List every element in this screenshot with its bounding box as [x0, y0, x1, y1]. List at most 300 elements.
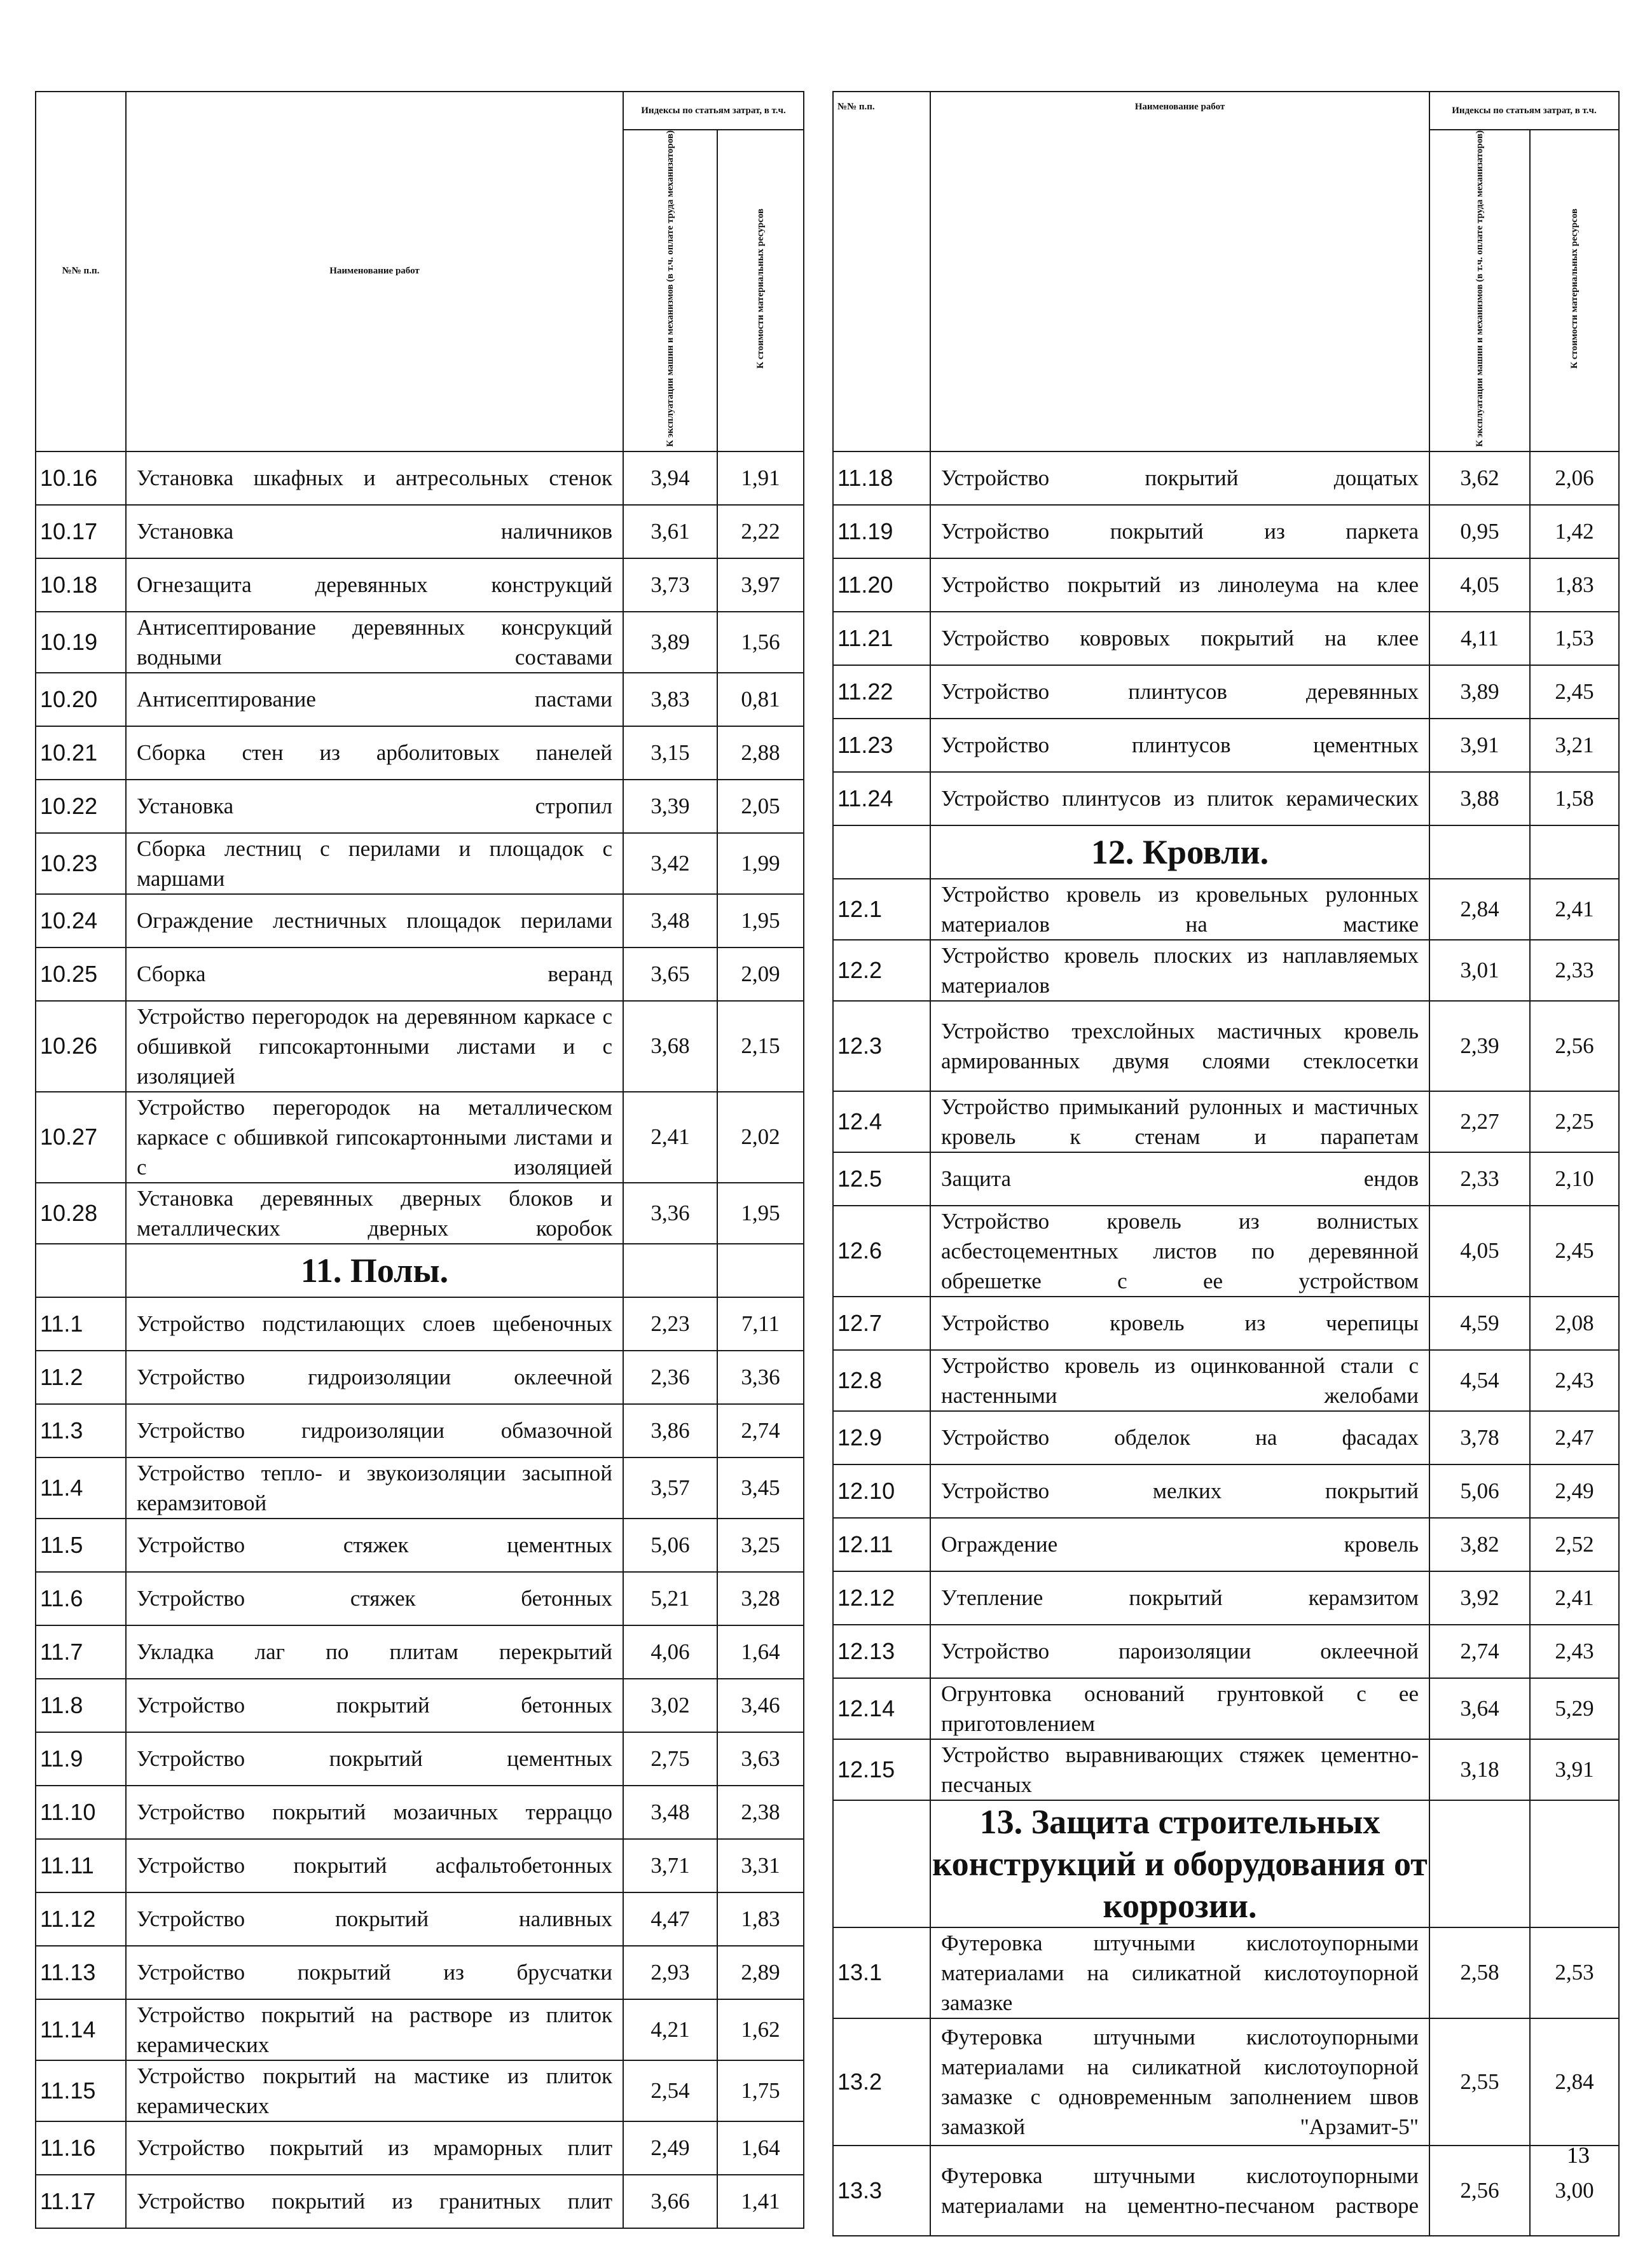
- work-name: Устройство покрытий бетонных: [126, 1679, 623, 1732]
- row-number: 11.3: [36, 1404, 126, 1457]
- table-row: [36, 1297, 804, 1351]
- row-number: 11.24: [833, 772, 930, 825]
- work-name: Устройство покрытий на растворе из плиток керамических: [126, 1999, 623, 2060]
- machines-index: 3,83: [623, 673, 717, 726]
- work-name: Защита ендов: [930, 1152, 1429, 1206]
- row-number: 10.24: [36, 894, 126, 947]
- machines-index: 3,61: [623, 505, 717, 558]
- work-name: Устройство мелких покрытий: [930, 1464, 1429, 1518]
- row-number: 10.25: [36, 947, 126, 1001]
- table-row: [833, 879, 1619, 940]
- materials-index: 3,28: [717, 1572, 804, 1625]
- row-number: 11.6: [36, 1572, 126, 1625]
- table-row: [833, 772, 1619, 825]
- table-row: [36, 1001, 804, 1092]
- materials-index: 3,63: [717, 1732, 804, 1786]
- work-name: Устройство кровель из кровельных рулонных материалов на мастике: [930, 879, 1429, 940]
- materials-index: 2,43: [1530, 1625, 1619, 1678]
- materials-index: 2,08: [1530, 1297, 1619, 1350]
- machines-index: 3,78: [1429, 1411, 1530, 1464]
- table-row: [36, 1732, 804, 1786]
- table-row: [36, 1183, 804, 1244]
- table-row: [36, 726, 804, 780]
- table-row: [833, 665, 1619, 719]
- table-row: [36, 612, 804, 673]
- page-number: 13: [1567, 2142, 1590, 2168]
- section-empty-cell: [1429, 1800, 1530, 1927]
- section-empty-cell: [833, 825, 930, 879]
- machines-index: 2,55: [1429, 2018, 1530, 2146]
- materials-index: 2,10: [1530, 1152, 1619, 1206]
- materials-index: 0,81: [717, 673, 804, 726]
- work-name: Устройство покрытий асфальтобетонных: [126, 1839, 623, 1892]
- materials-index: 2,38: [717, 1786, 804, 1839]
- machines-index: 2,56: [1429, 2146, 1530, 2236]
- machines-index: 3,65: [623, 947, 717, 1001]
- table-row: [36, 1839, 804, 1892]
- table-row: [833, 1518, 1619, 1571]
- work-name: Устройство обделок на фасадах: [930, 1411, 1429, 1464]
- work-name: Футеровка штучными кислотоупорными материалами на силикатной кислотоупорной замазке: [930, 1927, 1429, 2018]
- row-number: 11.8: [36, 1679, 126, 1732]
- row-number: 12.6: [833, 1206, 930, 1297]
- table-row: [833, 1091, 1619, 1152]
- work-name: Устройство плинтусов деревянных: [930, 665, 1429, 719]
- col-machines-label: К эксплуатации машин и механизмов (в т.ч. оплате труда механизаторов): [1474, 130, 1485, 447]
- row-number: 12.8: [833, 1350, 930, 1411]
- section-empty-cell: [623, 1244, 717, 1297]
- section-empty-cell: [36, 1244, 126, 1297]
- row-number: 11.7: [36, 1625, 126, 1679]
- work-name: Устройство кровель из черепицы: [930, 1297, 1429, 1350]
- materials-index: 1,41: [717, 2175, 804, 2228]
- table-row: [36, 2060, 804, 2121]
- section-empty-cell: [1530, 1800, 1619, 1927]
- col-name-header: Наименование работ: [930, 92, 1429, 451]
- machines-index: 2,49: [623, 2121, 717, 2175]
- work-name: Устройство ковровых покрытий на клее: [930, 612, 1429, 665]
- col-num-header: №№ п.п.: [36, 92, 126, 451]
- materials-index: 1,83: [717, 1892, 804, 1946]
- materials-index: 2,15: [717, 1001, 804, 1092]
- machines-index: 2,84: [1429, 879, 1530, 940]
- row-number: 11.16: [36, 2121, 126, 2175]
- materials-index: 1,64: [717, 1625, 804, 1679]
- table-row: [36, 1519, 804, 1572]
- work-name: Устройство покрытий дощатых: [930, 451, 1429, 505]
- left-table: [35, 91, 804, 2229]
- machines-index: 5,06: [1429, 1464, 1530, 1518]
- section-empty-cell: [1530, 825, 1619, 879]
- work-name: Устройство плинтусов цементных: [930, 719, 1429, 772]
- materials-index: 3,97: [717, 558, 804, 612]
- work-name: Установка стропил: [126, 780, 623, 833]
- col-materials-header: [1530, 130, 1619, 451]
- materials-index: 3,21: [1530, 719, 1619, 772]
- materials-index: 1,58: [1530, 772, 1619, 825]
- table-row: [833, 1678, 1619, 1739]
- work-name: Сборка стен из арболитовых панелей: [126, 726, 623, 780]
- work-name: Установка шкафных и антресольных стенок: [126, 451, 623, 505]
- materials-index: 1,95: [717, 894, 804, 947]
- table-row: [833, 558, 1619, 612]
- row-number: 11.5: [36, 1519, 126, 1572]
- materials-index: 3,91: [1530, 1739, 1619, 1800]
- materials-index: 2,43: [1530, 1350, 1619, 1411]
- work-name: Огнезащита деревянных конструкций: [126, 558, 623, 612]
- materials-index: 2,06: [1530, 451, 1619, 505]
- table-row: [36, 1457, 804, 1519]
- materials-index: 2,05: [717, 780, 804, 833]
- table-row: [36, 1572, 804, 1625]
- machines-index: 2,75: [623, 1732, 717, 1786]
- table-row: [36, 2121, 804, 2175]
- row-number: 11.21: [833, 612, 930, 665]
- work-name: Устройство гидроизоляции оклеечной: [126, 1351, 623, 1404]
- section-empty-cell: [833, 1800, 930, 1927]
- work-name: Устройство покрытий из гранитных плит: [126, 2175, 623, 2228]
- table-row: [36, 1946, 804, 1999]
- table-row: [36, 1351, 804, 1404]
- machines-index: 4,11: [1429, 612, 1530, 665]
- machines-index: 4,21: [623, 1999, 717, 2060]
- table-row: [36, 1786, 804, 1839]
- work-name: Устройство примыканий рулонных и мастичных кровель к стенам и парапетам: [930, 1091, 1429, 1152]
- table-row: [36, 673, 804, 726]
- work-name: Устройство покрытий из паркета: [930, 505, 1429, 558]
- work-name: Устройство выравнивающих стяжек цементно-песчаных: [930, 1739, 1429, 1800]
- machines-index: 3,48: [623, 894, 717, 947]
- machines-index: 3,02: [623, 1679, 717, 1732]
- machines-index: 3,48: [623, 1786, 717, 1839]
- row-number: 11.12: [36, 1892, 126, 1946]
- materials-index: 3,36: [717, 1351, 804, 1404]
- materials-index: 2,45: [1530, 665, 1619, 719]
- machines-index: 3,92: [1429, 1571, 1530, 1625]
- col-materials-header: [717, 130, 804, 451]
- work-name: Установка наличников: [126, 505, 623, 558]
- table-row: [36, 947, 804, 1001]
- materials-index: 3,00: [1530, 2146, 1619, 2236]
- row-number: 11.22: [833, 665, 930, 719]
- col-machines-header: [1429, 130, 1530, 451]
- table-row: [833, 2018, 1619, 2146]
- col-machines-label: К эксплуатации машин и механизмов (в т.ч. оплате труда механизаторов): [664, 130, 675, 447]
- table-row: [36, 780, 804, 833]
- materials-index: 2,49: [1530, 1464, 1619, 1518]
- machines-index: 3,82: [1429, 1518, 1530, 1571]
- row-number: 11.20: [833, 558, 930, 612]
- row-number: 11.15: [36, 2060, 126, 2121]
- work-name: Устройство перегородок на металлическом каркасе с обшивкой гипсокартонными листами и с изоляцией: [126, 1092, 623, 1183]
- row-number: 12.9: [833, 1411, 930, 1464]
- materials-index: 2,56: [1530, 1001, 1619, 1091]
- materials-index: 3,25: [717, 1519, 804, 1572]
- materials-index: 1,62: [717, 1999, 804, 2060]
- machines-index: 3,89: [623, 612, 717, 673]
- row-number: 10.27: [36, 1092, 126, 1183]
- work-name: Устройство кровель плоских из наплавляемых материалов: [930, 940, 1429, 1001]
- left-table-body: [36, 451, 804, 2228]
- row-number: 12.10: [833, 1464, 930, 1518]
- row-number: 10.16: [36, 451, 126, 505]
- row-number: 12.2: [833, 940, 930, 1001]
- table-row: [833, 451, 1619, 505]
- row-number: 10.17: [36, 505, 126, 558]
- table-row: [36, 894, 804, 947]
- materials-index: 2,53: [1530, 1927, 1619, 2018]
- machines-index: 2,74: [1429, 1625, 1530, 1678]
- row-number: 10.28: [36, 1183, 126, 1244]
- col-num-header: №№ п.п.: [833, 92, 930, 451]
- table-row: [36, 1679, 804, 1732]
- machines-index: 4,05: [1429, 1206, 1530, 1297]
- work-name: Сборка веранд: [126, 947, 623, 1001]
- work-name: Устройство покрытий из мраморных плит: [126, 2121, 623, 2175]
- machines-index: 2,93: [623, 1946, 717, 1999]
- row-number: 12.4: [833, 1091, 930, 1152]
- machines-index: 3,01: [1429, 940, 1530, 1001]
- table-row: [833, 1411, 1619, 1464]
- machines-index: 3,18: [1429, 1739, 1530, 1800]
- table-row: [833, 1927, 1619, 2018]
- work-name: Устройство покрытий наливных: [126, 1892, 623, 1946]
- col-name-header: Наименование работ: [126, 92, 623, 451]
- materials-index: 2,41: [1530, 879, 1619, 940]
- materials-index: 3,45: [717, 1457, 804, 1519]
- work-name: Футеровка штучными кислотоупорными материалами на силикатной кислотоупорной замазке с одновременным заполнением швов замазкой "Арзамит-5": [930, 2018, 1429, 2146]
- col-materials-label: К стоимости материальных ресурсов: [755, 209, 766, 369]
- col-indices-header: Индексы по статьям затрат, в т.ч.: [1429, 92, 1619, 130]
- row-number: 10.22: [36, 780, 126, 833]
- table-row: [833, 1350, 1619, 1411]
- work-name: Ограждение лестничных площадок перилами: [126, 894, 623, 947]
- row-number: 12.15: [833, 1739, 930, 1800]
- machines-index: 2,36: [623, 1351, 717, 1404]
- work-name: Устройство подстилающих слоев щебеночных: [126, 1297, 623, 1351]
- row-number: 13.2: [833, 2018, 930, 2146]
- work-name: Установка деревянных дверных блоков и металлических дверных коробок: [126, 1183, 623, 1244]
- machines-index: 2,54: [623, 2060, 717, 2121]
- row-number: 11.10: [36, 1786, 126, 1839]
- table-row: [36, 1625, 804, 1679]
- machines-index: 5,21: [623, 1572, 717, 1625]
- materials-index: 2,74: [717, 1404, 804, 1457]
- work-name: Устройство кровель из волнистых асбестоцементных листов по деревянной обрешетке с ее устройством: [930, 1206, 1429, 1297]
- work-name: Устройство покрытий из брусчатки: [126, 1946, 623, 1999]
- materials-index: 1,64: [717, 2121, 804, 2175]
- row-number: 12.14: [833, 1678, 930, 1739]
- row-number: 12.3: [833, 1001, 930, 1091]
- materials-index: 2,22: [717, 505, 804, 558]
- row-number: 10.23: [36, 833, 126, 894]
- row-number: 13.3: [833, 2146, 930, 2236]
- row-number: 11.18: [833, 451, 930, 505]
- work-name: Устройство покрытий мозаичных терраццо: [126, 1786, 623, 1839]
- materials-index: 2,47: [1530, 1411, 1619, 1464]
- table-row: [833, 1625, 1619, 1678]
- machines-index: 3,66: [623, 2175, 717, 2228]
- materials-index: 1,99: [717, 833, 804, 894]
- machines-index: 3,57: [623, 1457, 717, 1519]
- row-number: 11.2: [36, 1351, 126, 1404]
- materials-index: 1,83: [1530, 558, 1619, 612]
- table-row: [833, 940, 1619, 1001]
- section-empty-cell: [717, 1244, 804, 1297]
- materials-index: 5,29: [1530, 1678, 1619, 1739]
- machines-index: 3,91: [1429, 719, 1530, 772]
- machines-index: 3,36: [623, 1183, 717, 1244]
- materials-index: 2,33: [1530, 940, 1619, 1001]
- materials-index: 1,56: [717, 612, 804, 673]
- machines-index: 3,39: [623, 780, 717, 833]
- row-number: 11.23: [833, 719, 930, 772]
- machines-index: 2,39: [1429, 1001, 1530, 1091]
- machines-index: 3,88: [1429, 772, 1530, 825]
- machines-index: 3,42: [623, 833, 717, 894]
- machines-index: 2,41: [623, 1092, 717, 1183]
- table-row: [36, 451, 804, 505]
- machines-index: 3,86: [623, 1404, 717, 1457]
- materials-index: 3,31: [717, 1839, 804, 1892]
- right-table-body: [833, 451, 1619, 2236]
- table-row: [833, 719, 1619, 772]
- table-row: [36, 1999, 804, 2060]
- table-row: [833, 1001, 1619, 1091]
- machines-index: 3,71: [623, 1839, 717, 1892]
- machines-index: 2,23: [623, 1297, 717, 1351]
- materials-index: 1,53: [1530, 612, 1619, 665]
- table-row: [833, 1464, 1619, 1518]
- row-number: 11.19: [833, 505, 930, 558]
- table-row: [833, 1739, 1619, 1800]
- row-number: 11.1: [36, 1297, 126, 1351]
- machines-index: 2,58: [1429, 1927, 1530, 2018]
- table-row: [36, 558, 804, 612]
- machines-index: 4,59: [1429, 1297, 1530, 1350]
- machines-index: 5,06: [623, 1519, 717, 1572]
- machines-index: 2,33: [1429, 1152, 1530, 1206]
- table-row: [36, 505, 804, 558]
- row-number: 11.9: [36, 1732, 126, 1786]
- table-row: [833, 612, 1619, 665]
- col-machines-header: [623, 130, 717, 451]
- row-number: 10.21: [36, 726, 126, 780]
- section-row: [833, 825, 1619, 879]
- row-number: 10.20: [36, 673, 126, 726]
- materials-index: 2,52: [1530, 1518, 1619, 1571]
- table-row: [833, 1571, 1619, 1625]
- table-row: [833, 1206, 1619, 1297]
- row-number: 11.4: [36, 1457, 126, 1519]
- machines-index: 3,89: [1429, 665, 1530, 719]
- row-number: 13.1: [833, 1927, 930, 2018]
- machines-index: 4,06: [623, 1625, 717, 1679]
- work-name: Устройство плинтусов из плиток керамических: [930, 772, 1429, 825]
- work-name: Антисептирование деревянных консрукций водными составами: [126, 612, 623, 673]
- materials-index: 2,45: [1530, 1206, 1619, 1297]
- materials-index: 3,46: [717, 1679, 804, 1732]
- machines-index: 3,68: [623, 1001, 717, 1092]
- section-empty-cell: [1429, 825, 1530, 879]
- row-number: 12.7: [833, 1297, 930, 1350]
- row-number: 11.14: [36, 1999, 126, 2060]
- right-table: [832, 91, 1620, 2236]
- section-row: [36, 1244, 804, 1297]
- work-name: Устройство покрытий цементных: [126, 1732, 623, 1786]
- table-row: [36, 2175, 804, 2228]
- materials-index: 2,88: [717, 726, 804, 780]
- row-number: 11.17: [36, 2175, 126, 2228]
- machines-index: 4,54: [1429, 1350, 1530, 1411]
- machines-index: 3,73: [623, 558, 717, 612]
- machines-index: 2,27: [1429, 1091, 1530, 1152]
- work-name: Устройство стяжек бетонных: [126, 1572, 623, 1625]
- table-row: [36, 1092, 804, 1183]
- machines-index: 3,15: [623, 726, 717, 780]
- work-name: Устройство кровель из оцинкованной стали с настенными желобами: [930, 1350, 1429, 1411]
- machines-index: 3,62: [1429, 451, 1530, 505]
- table-row: [833, 505, 1619, 558]
- table-row: [36, 833, 804, 894]
- work-name: Устройство трехслойных мастичных кровель армированных двумя слоями стеклосетки: [930, 1001, 1429, 1091]
- work-name: Футеровка штучными кислотоупорными материалами на цементно-песчаном растворе: [930, 2146, 1429, 2236]
- work-name: Ограждение кровель: [930, 1518, 1429, 1571]
- work-name: Огрунтовка оснований грунтовкой с ее приготовлением: [930, 1678, 1429, 1739]
- col-indices-header: Индексы по статьям затрат, в т.ч.: [623, 92, 804, 130]
- machines-index: 4,05: [1429, 558, 1530, 612]
- work-name: Устройство стяжек цементных: [126, 1519, 623, 1572]
- work-name: Антисептирование пастами: [126, 673, 623, 726]
- materials-index: 1,75: [717, 2060, 804, 2121]
- machines-index: 3,94: [623, 451, 717, 505]
- table-row: [833, 1152, 1619, 1206]
- materials-index: 2,02: [717, 1092, 804, 1183]
- work-name: Устройство покрытий из линолеума на клее: [930, 558, 1429, 612]
- machines-index: 0,95: [1429, 505, 1530, 558]
- section-title: 13. Защита строительных конструкций и оборудования от коррозии.: [930, 1800, 1429, 1927]
- table-row: [833, 1297, 1619, 1350]
- section-title: 11. Полы.: [126, 1244, 623, 1297]
- work-name: Устройство гидроизоляции обмазочной: [126, 1404, 623, 1457]
- row-number: 11.13: [36, 1946, 126, 1999]
- row-number: 12.12: [833, 1571, 930, 1625]
- materials-index: 1,42: [1530, 505, 1619, 558]
- row-number: 12.13: [833, 1625, 930, 1678]
- work-name: Утепление покрытий керамзитом: [930, 1571, 1429, 1625]
- work-name: Устройство перегородок на деревянном каркасе с обшивкой гипсокартонными листами и с изоляцией: [126, 1001, 623, 1092]
- materials-index: 1,91: [717, 451, 804, 505]
- work-name: Устройство пароизоляции оклеечной: [930, 1625, 1429, 1678]
- work-name: Сборка лестниц с перилами и площадок с маршами: [126, 833, 623, 894]
- machines-index: 4,47: [623, 1892, 717, 1946]
- section-title: 12. Кровли.: [930, 825, 1429, 879]
- row-number: 12.5: [833, 1152, 930, 1206]
- materials-index: 2,25: [1530, 1091, 1619, 1152]
- work-name: Устройство покрытий на мастике из плиток керамических: [126, 2060, 623, 2121]
- row-number: 10.19: [36, 612, 126, 673]
- row-number: 10.26: [36, 1001, 126, 1092]
- materials-index: 7,11: [717, 1297, 804, 1351]
- table-row: [36, 1404, 804, 1457]
- row-number: 11.11: [36, 1839, 126, 1892]
- table-row: [833, 2146, 1619, 2236]
- materials-index: 2,89: [717, 1946, 804, 1999]
- row-number: 12.11: [833, 1518, 930, 1571]
- section-row: [833, 1800, 1619, 1927]
- materials-index: 2,84: [1530, 2018, 1619, 2146]
- materials-index: 1,95: [717, 1183, 804, 1244]
